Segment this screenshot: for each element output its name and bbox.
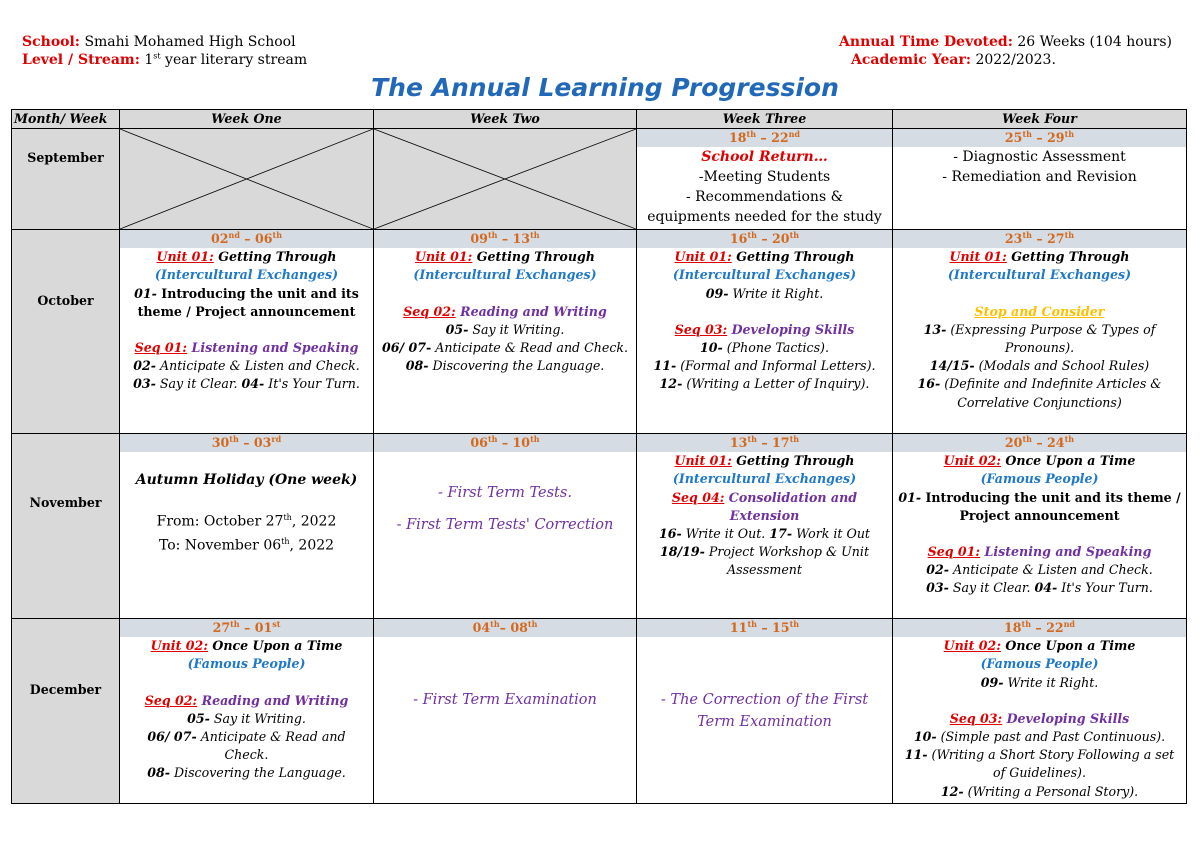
school-value: Smahi Mohamed High School [84, 34, 296, 50]
stop-and-consider: Stop and Consider [974, 303, 1105, 319]
date-range: 13th – 17th [637, 434, 892, 452]
row-september [12, 129, 1187, 230]
year-label: Academic Year: [851, 52, 972, 68]
date-range: 18th – 22nd [637, 129, 892, 147]
level-label: Level / Stream: [22, 52, 140, 68]
school-return: School Return… [701, 149, 828, 166]
col-header-week-two: Week Two [374, 110, 637, 129]
row-november [12, 434, 1187, 619]
empty-cell-x [374, 129, 637, 230]
month-september: September [12, 129, 120, 230]
year-value: 2022/2023. [975, 52, 1056, 68]
cell-nov-w3: 13th – 17th Unit 01: Getting Through (Intercultural Exchanges) Seq 04: Consolidation and Extension 16- Write it Out. 17- Work it Out 18/19- Project Workshop & Unit Assessment [637, 434, 893, 619]
cell-oct-w4: 23th – 27th Unit 01: Getting Through (Intercultural Exchanges) Stop and Consider 13- (Expressing Purpose & Types of Pronouns). 14/15- (Modals and School Rules) 16- (Definite and Indefinite Articles & Correlative Conjunctions) [893, 230, 1187, 434]
holiday-label: Autumn Holiday (One week) [135, 472, 358, 489]
progression-table [11, 109, 1187, 804]
cell-sep-w3: 18th – 22nd School Return… -Meeting Students - Recommendations & equipments needed for the study [637, 129, 893, 230]
row-december [12, 619, 1187, 804]
cell-dec-w4: 18th – 22nd Unit 02: Once Upon a Time (Famous People) 09- Write it Right. Seq 03: Developing Skills 10- (Simple past and Past Continuous). 11- (Writing a Short Story Following a set of Guidelines). 12- (Writing a Personal Story). [893, 619, 1187, 804]
cell-nov-w2: 06th – 10th - First Term Tests. - First Term Tests' Correction [374, 434, 637, 619]
header-row [12, 110, 1187, 129]
school-info [22, 33, 307, 69]
month-december: December [12, 619, 120, 804]
school-label: School: [22, 34, 80, 50]
cell-sep-w4: 25th – 29th - Diagnostic Assessment - Remediation and Revision [893, 129, 1187, 230]
date-range: 23th – 27th [893, 230, 1186, 248]
empty-cell-x [120, 129, 374, 230]
date-range: 02nd – 06th [120, 230, 373, 248]
month-november: November [12, 434, 120, 619]
date-range: 06th – 10th [374, 434, 636, 452]
cell-dec-w1: 27th – 01st Unit 02: Once Upon a Time (Famous People) Seq 02: Reading and Writing 05- Say it Writing. 06/ 07- Anticipate & Read and Check. 08- Discovering the Language. [120, 619, 374, 804]
time-value: 26 Weeks (104 hours) [1017, 34, 1172, 50]
date-range: 30th – 03rd [120, 434, 373, 452]
time-label: Annual Time Devoted: [839, 34, 1013, 50]
month-october: October [12, 230, 120, 434]
level-value: 1st year literary stream [144, 51, 308, 68]
cell-oct-w2: 09th – 13th Unit 01: Getting Through (Intercultural Exchanges) Seq 02: Reading and Writing 05- Say it Writing. 06/ 07- Anticipate & Read and Check. 08- Discovering the Language. [374, 230, 637, 434]
col-header-month: Month/ Week [12, 110, 120, 129]
cell-nov-w4: 20th – 24th Unit 02: Once Upon a Time (Famous People) 01- Introducing the unit and its theme / Project announcement Seq 01: Listening and Speaking 02- Anticipate & Listen and Check. 03- Say it Clear. 04- It's Your Turn. [893, 434, 1187, 619]
date-range: 18th – 22nd [893, 619, 1186, 637]
year-info [839, 33, 1172, 69]
date-range: 25th – 29th [893, 129, 1186, 147]
date-range: 16th – 20th [637, 230, 892, 248]
cell-nov-w1: 30th – 03rd Autumn Holiday (One week) From: October 27th, 2022 To: November 06th, 2022 [120, 434, 374, 619]
cell-dec-w3: 11th – 15th - The Correction of the First Term Examination [637, 619, 893, 804]
date-range: 09th – 13th [374, 230, 636, 248]
cross-mark [120, 129, 373, 229]
date-range: 27th – 01st [120, 619, 373, 637]
date-range: 11th – 15th [637, 619, 892, 637]
row-october [12, 230, 1187, 434]
cell-oct-w1: 02nd – 06th Unit 01: Getting Through (Intercultural Exchanges) 01- Introducing the unit and its theme / Project announcement Seq 01: Listening and Speaking 02- Anticipate & Listen and Check. 03- Say it Clear. 04- It's Your Turn. [120, 230, 374, 434]
cross-mark [374, 129, 636, 229]
date-range: 04th– 08th [374, 619, 636, 637]
page-title: The Annual Learning Progression [371, 73, 839, 102]
col-header-week-one: Week One [120, 110, 374, 129]
date-range: 20th – 24th [893, 434, 1186, 452]
col-header-week-three: Week Three [637, 110, 893, 129]
cell-oct-w3: 16th – 20th Unit 01: Getting Through (Intercultural Exchanges) 09- Write it Right. Seq 03: Developing Skills 10- (Phone Tactics). 11- (Formal and Informal Letters). 12- (Writing a Letter of Inquiry). [637, 230, 893, 434]
cell-dec-w2: 04th– 08th - First Term Examination [374, 619, 637, 804]
col-header-week-four: Week Four [893, 110, 1187, 129]
